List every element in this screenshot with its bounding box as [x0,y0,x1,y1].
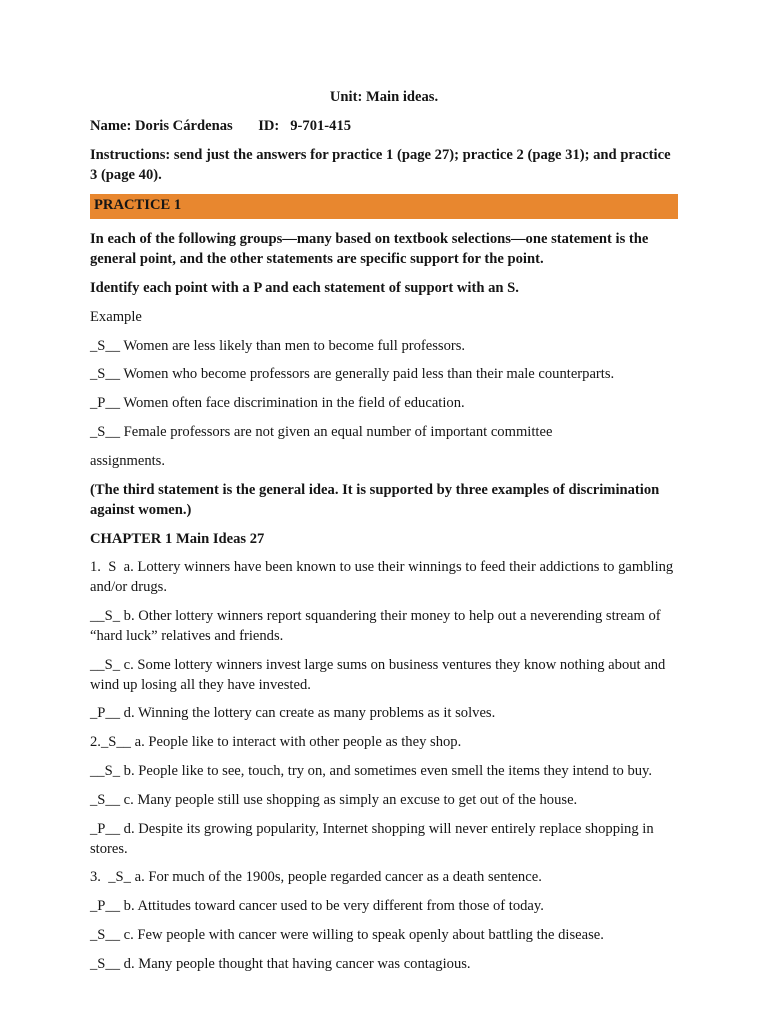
instructions-line: Instructions: send just the answers for practice 1 (page 27); practice 2 (page 31); and practice 3 (page 40). [90,146,675,183]
example-statement-4: _S__ Female professors are not given an equal number of important committee [90,424,553,441]
item-3d: _S__ d. Many people thought that having cancer was contagious. [90,956,471,972]
name-id-line: Name: Doris Cárdenas ID: 9-701-415 [90,117,352,134]
document-title: Unit: Main ideas. [329,89,439,105]
example-explanation: (The third statement is the general idea. It is supported by three examples of discrimination against women.) [90,481,663,518]
item-1c: __S_ c. Some lottery winners invest large sums on business ventures they know nothing about and wind up losing all they have invested. [90,656,669,693]
item-3c: _S__ c. Few people with cancer were willing to speak openly about battling the disease. [90,927,604,944]
item-2d: _P__ d. Despite its growing popularity, Internet shopping will never entirely replace shopping in stores. [90,820,658,857]
item-1b: __S_ b. Other lottery winners report squandering their money to help out a neverending stream of “hard luck” relatives and friends. [90,608,665,644]
item-2a: 2._S__ a. People like to interact with other people as they shop. [90,734,462,751]
item-2b: __S_ b. People like to see, touch, try on, and sometimes even smell the items they intend to buy. [90,763,653,780]
chapter-heading: CHAPTER 1 Main Ideas 27 [90,530,265,547]
identify-instruction: Identify each point with a P and each statement of support with an S. [90,279,519,296]
item-3b: _P__ b. Attitudes toward cancer used to be very different from those of today. [90,898,544,915]
item-3a: 3. _S_ a. For much of the 1900s, people regarded cancer as a death sentence. [90,869,542,886]
example-statement-1: _S__ Women are less likely than men to become full professors. [90,337,466,354]
practice-1-header: PRACTICE 1 [90,194,678,219]
item-2c: _S__ c. Many people still use shopping as simply an excuse to get out of the house. [90,791,578,808]
example-statement-4-continued: assignments. [90,452,165,469]
intro-paragraph: In each of the following groups—many based on textbook selections—one statement is the general point, and the other statements are specific support for the point. [90,231,653,268]
example-statement-3: _P__ Women often face discrimination in the field of education. [90,395,465,412]
item-1d: _P__ d. Winning the lottery can create as many problems as it solves. [90,705,496,722]
example-label: Example [90,308,142,325]
item-1a: 1. S a. Lottery winners have been known to use their winnings to feed their addictions to gambling and/or drugs. [90,559,677,596]
example-statement-2: _S__ Women who become professors are generally paid less than their male counterparts. [90,366,615,383]
